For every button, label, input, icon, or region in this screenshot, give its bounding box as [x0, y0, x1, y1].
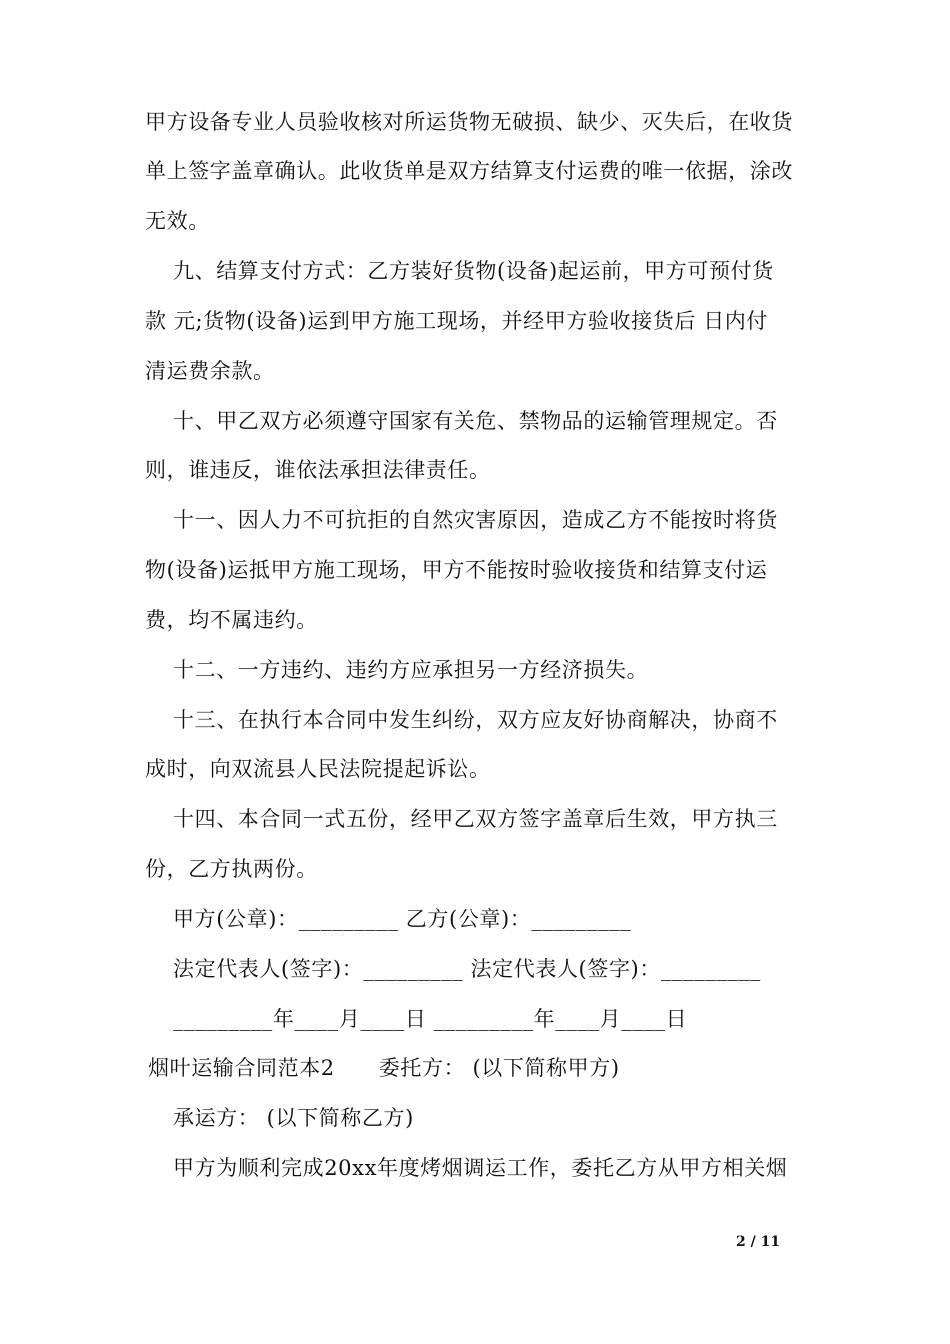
signature-date-line: _________年____月____日 _________年____月____日	[173, 1007, 688, 1031]
section-title: 烟叶运输合同范本2	[148, 1056, 335, 1080]
text-line: 承运方： (以下简称乙方)	[173, 1106, 414, 1130]
signature-representative-line: 法定代表人(签字)：_________ 法定代表人(签字)：_________	[173, 957, 761, 981]
text-line: 份，乙方执两份。	[145, 857, 318, 881]
text-line: 十三、在执行本合同中发生纠纷，双方应友好协商解决，协商不	[173, 708, 778, 732]
text-line: 费，均不属违约。	[145, 608, 318, 632]
text-line: 甲方为顺利完成20xx年度烤烟调运工作，委托乙方从甲方相关烟	[173, 1156, 788, 1180]
text-line: 物(设备)运抵甲方施工现场，甲方不能按时验收接货和结算支付运	[145, 558, 768, 582]
text-line: 款 元;货物(设备)运到甲方施工现场，并经甲方验收接货后 日内付	[145, 309, 769, 333]
text-line: 单上签字盖章确认。此收货单是双方结算支付运费的唯一依据，涂改	[145, 159, 793, 183]
page-indicator: 2 / 11	[736, 1234, 781, 1250]
text-line: 成时，向双流县人民法院提起诉讼。	[145, 757, 491, 781]
client-label: 委托方： (以下简称甲方)	[378, 1056, 620, 1080]
text-line: 十、甲乙双方必须遵守国家有关危、禁物品的运输管理规定。否	[173, 409, 778, 433]
section-title-line	[148, 1053, 620, 1083]
text-line: 清运费余款。	[145, 359, 275, 383]
text-line: 九、结算支付方式：乙方装好货物(设备)起运前，甲方可预付货	[173, 259, 774, 283]
text-line: 无效。	[145, 209, 210, 233]
text-line: 甲方设备专业人员验收核对所运货物无破损、缺少、灭失后，在收货	[145, 110, 793, 134]
text-line: 则，谁违反，谁依法承担法律责任。	[145, 458, 491, 482]
signature-party-line: 甲方(公章)：_________ 乙方(公章)：_________	[173, 907, 632, 931]
text-line: 十一、因人力不可抗拒的自然灾害原因，造成乙方不能按时将货	[173, 508, 778, 532]
text-line: 十四、本合同一式五份，经甲乙双方签字盖章后生效，甲方执三	[173, 807, 778, 831]
text-line: 十二、一方违约、违约方应承担另一方经济损失。	[173, 658, 649, 682]
